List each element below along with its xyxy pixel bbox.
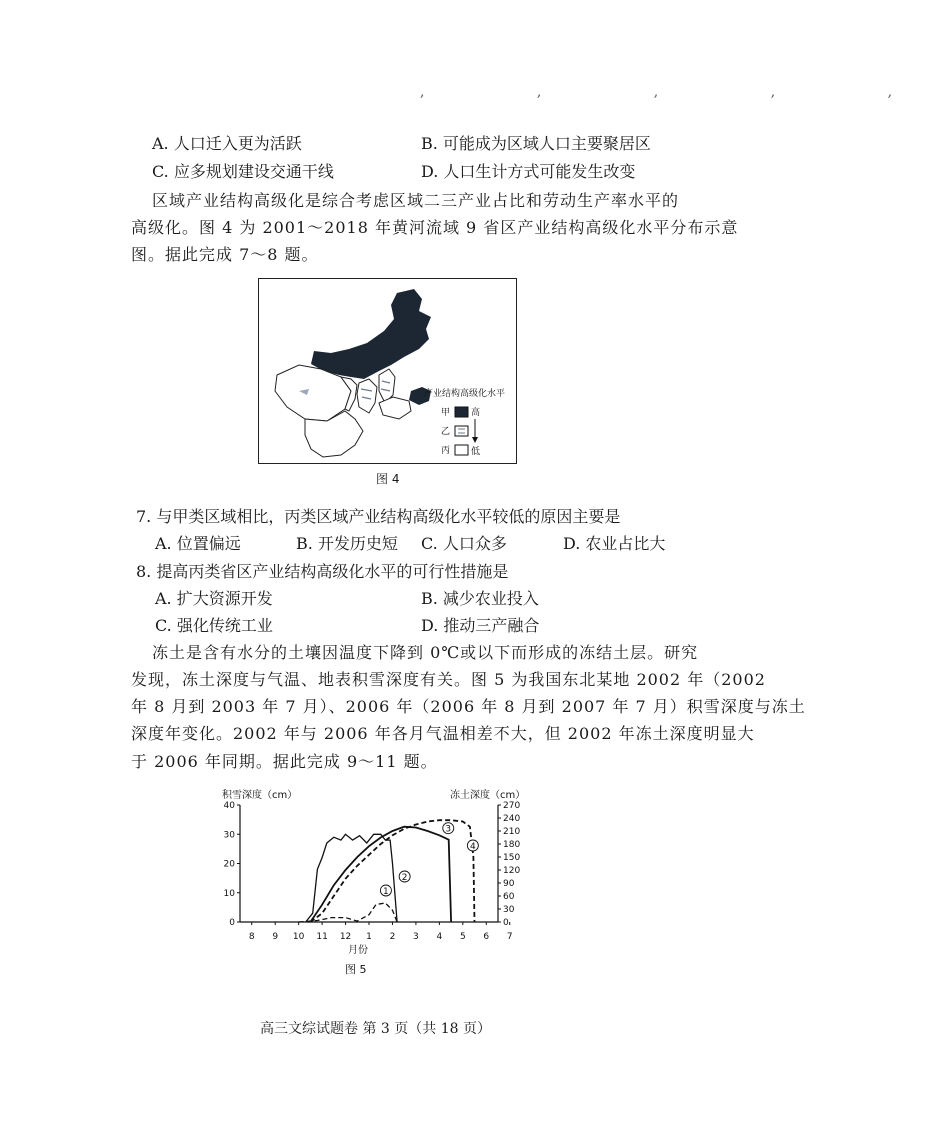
intro-78-line-2: 高级化。图 4 为 2001～2018 年黄河流域 9 省区产业结构高级化水平分布示意 <box>131 218 739 237</box>
y-right-tick-label: 30 <box>503 905 515 915</box>
q8-option-b: B. 减少农业投入 <box>421 589 539 608</box>
fig4-legend-title: 产业结构高级化水平 <box>424 389 506 399</box>
y-right-tick-label: 60 <box>503 892 515 902</box>
figure-4-map <box>259 279 516 463</box>
q8-stem: 8. 提高丙类省区产业结构高级化水平的可行性措施是 <box>136 562 509 581</box>
q8-option-a: A. 扩大资源开发 <box>155 589 273 608</box>
map-region-shaanxi <box>357 379 377 413</box>
y-left-tick-label: 0 <box>229 918 235 928</box>
series-label-4: 4 <box>470 842 476 852</box>
x-tick-label: 7 <box>506 932 513 942</box>
fig4-legend-arrowhead <box>472 437 478 443</box>
series-label-1: 1 <box>383 886 389 897</box>
q6-option-c: C. 应多规划建设交通干线 <box>152 162 334 181</box>
x-tick-label: 4 <box>436 932 443 942</box>
intro-911-line-5: 于 2006 年同期。据此完成 9～11 题。 <box>131 752 438 771</box>
x-tick-label: 12 <box>339 932 352 942</box>
y-left-tick-label: 40 <box>223 801 235 811</box>
top-marks: , , , , , <box>420 84 946 100</box>
series-line-3 <box>310 824 452 922</box>
intro-78-line-1: 区域产业结构高级化是综合考虑区域二三产业占比和劳动生产率水平的 <box>152 191 680 210</box>
figure-4-frame <box>258 278 517 464</box>
y-right-tick-label: 240 <box>503 814 521 824</box>
q8-option-c: C. 强化传统工业 <box>155 616 273 635</box>
y-right-tick-label: 90 <box>503 879 515 889</box>
intro-911-line-4: 深度年变化。2002 年与 2006 年各月气温相差不大，但 2002 年冻土深度明显大 <box>131 724 755 743</box>
y-right-tick-label: 180 <box>503 840 521 850</box>
figure-5-chart <box>200 783 526 978</box>
x-tick-label: 6 <box>483 932 490 942</box>
series-label-3: 3 <box>445 824 452 835</box>
fig4-legend-label-bing: 丙 <box>441 446 451 456</box>
chart-title: 图 5 <box>345 963 367 976</box>
page-footer: 高三文综试题卷 第 3 页（共 18 页） <box>260 1021 491 1037</box>
fig4-legend-swatch-bing <box>455 445 468 455</box>
series-label-2: 2 <box>401 873 408 883</box>
intro-911-line-3: 年 8 月到 2003 年 7 月）、2006 年（2006 年 8 月到 2007 年 7 月）积雪深度与冻土 <box>131 697 806 716</box>
y-left-tick-label: 10 <box>223 888 235 899</box>
x-tick-label: 8 <box>248 932 255 942</box>
q6-option-b: B. 可能成为区域人口主要聚居区 <box>421 134 651 153</box>
q7-option-c: C. 人口众多 <box>421 534 507 553</box>
fig4-legend-swatch-yi <box>455 426 468 436</box>
fig4-legend-label-yi: 乙 <box>441 427 451 437</box>
fig4-legend-label-jia: 甲 <box>441 408 451 418</box>
y-right-tick-label: 210 <box>503 827 521 837</box>
y-right-tick-label: 0 <box>503 918 509 928</box>
q8-option-d: D. 推动三产融合 <box>421 616 540 635</box>
map-region-inner-mongolia <box>311 289 431 379</box>
figure-4-caption: 图 4 <box>376 472 400 486</box>
q6-option-a: A. 人口迁入更为活跃 <box>152 134 302 153</box>
intro-911-line-1: 冻土是含有水分的土壤因温度下降到 0℃或以下而形成的冻结土层。研究 <box>152 643 699 662</box>
fig4-legend-swatch-jia <box>455 407 468 417</box>
x-tick-label: 1 <box>366 932 372 942</box>
chart-ylabel-right: 冻土深度（cm） <box>450 790 526 801</box>
x-tick-label: 9 <box>272 932 279 942</box>
x-tick-label: 10 <box>292 932 305 942</box>
chart-xlabel: 月份 <box>348 945 368 956</box>
q7-stem: 7. 与甲类区域相比，丙类区域产业结构高级化水平较低的原因主要是 <box>136 507 621 526</box>
y-left-tick-label: 20 <box>223 859 235 870</box>
x-tick-label: 2 <box>389 932 396 942</box>
q7-option-d: D. 农业占比大 <box>563 534 666 553</box>
q7-option-b: B. 开发历史短 <box>296 534 398 553</box>
q7-option-a: A. 位置偏远 <box>155 534 241 553</box>
x-tick-label: 11 <box>316 932 328 942</box>
x-tick-label: 5 <box>459 932 466 942</box>
intro-78-line-3: 图。据此完成 7～8 题。 <box>131 245 319 264</box>
fig4-arrow-bottom-label: 低 <box>471 447 481 457</box>
y-right-tick-label: 270 <box>503 801 521 811</box>
fig4-arrow-top-label: 高 <box>471 408 481 418</box>
q6-option-d: D. 人口生计方式可能发生改变 <box>421 162 636 181</box>
y-right-tick-label: 150 <box>503 853 521 863</box>
y-right-tick-label: 120 <box>503 866 521 876</box>
intro-911-line-2: 发现，冻土深度与气温、地表积雪深度有关。图 5 为我国东北某地 2002 年（2002 <box>131 670 766 689</box>
chart-ylabel-left: 积雪深度（cm） <box>222 790 298 801</box>
y-left-tick-label: 30 <box>223 830 235 841</box>
x-tick-label: 3 <box>413 932 419 942</box>
